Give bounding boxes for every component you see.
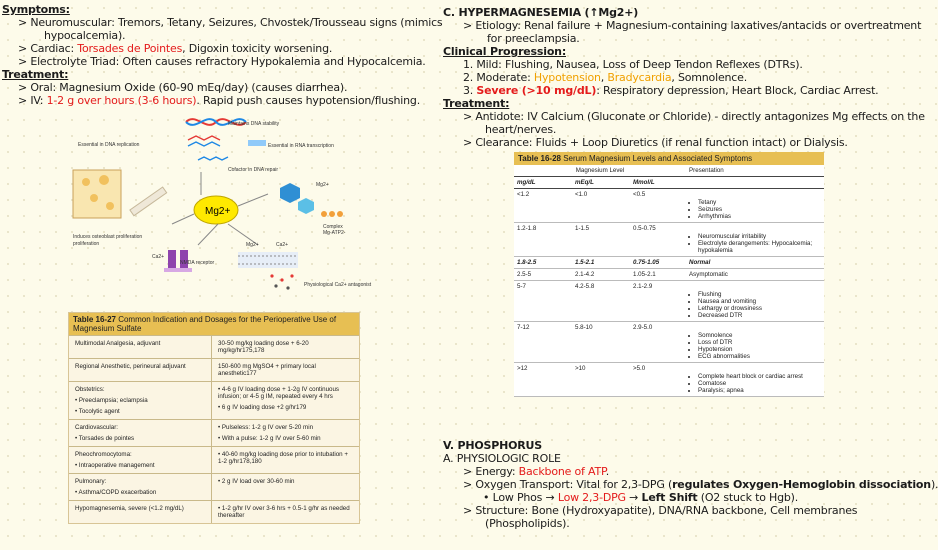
- table-row: [514, 322, 824, 363]
- table-row: [69, 473, 359, 500]
- table-title: Table 16-28 Serum Magnesium Levels and Associated Symptoms: [514, 152, 824, 165]
- diagram-label: Essential in RNA transcription: [268, 143, 334, 149]
- table-row: [514, 189, 824, 223]
- diagram-label: NMDA receptor: [180, 260, 215, 266]
- dosage-text: • 2 g IV load over 30-60 min: [218, 478, 295, 485]
- clinical-heading: Clinical Progression:: [443, 45, 567, 58]
- indication-text: • Asthma/COPD exacerbation: [75, 489, 157, 496]
- presentation-cell: Normal: [689, 259, 711, 266]
- col-header: mg/dL: [517, 179, 536, 186]
- level-cell: 5-7: [517, 283, 526, 290]
- bone-tissue-icon: [73, 170, 121, 218]
- table-row: [69, 446, 359, 473]
- dosage-text: • 4-6 g IV loading dose + 1-2g IV continuous infusion; or 4-5 g IM, repeated every 4 hrs: [218, 386, 340, 400]
- diagram-label: Cofactor in DNA repair: [228, 167, 279, 173]
- cell-membrane-icon: [238, 252, 298, 268]
- symptom-line: > Cardiac: Torsades de Pointes, Digoxin toxicity worsening.: [18, 42, 333, 55]
- etiology-line: for preeclampsia.: [487, 32, 580, 45]
- level-cell: >5.0: [633, 365, 646, 372]
- clinical-line: 2. Moderate: Hypotension, Bradycardia, Somnolence.: [463, 71, 747, 84]
- diagram-label: Maintains DNA stability: [228, 121, 280, 127]
- diagram-label: Mg-ATP2-: [323, 230, 346, 236]
- table-row: [69, 500, 359, 523]
- diagram-label: Ca2+: [152, 254, 165, 260]
- table-row: [514, 363, 824, 397]
- symptom-item: • Comatose: [698, 380, 821, 387]
- level-cell: 2.1-4.2: [575, 271, 595, 278]
- symptom-item: • Flushing: [698, 291, 821, 298]
- right-notes: [443, 6, 925, 149]
- level-cell: 4.2-5.8: [575, 283, 595, 290]
- left-notes: [2, 3, 443, 107]
- indication-text: • Torsades de pointes: [75, 435, 135, 442]
- phos-line: > Oxygen Transport: Vital for 2,3-DPG (regulates Oxygen-Hemoglobin dissociation).: [463, 478, 938, 491]
- presentation-cell: [686, 363, 824, 396]
- presentation-cell: [686, 189, 824, 222]
- presentation-cell: Asymptomatic: [689, 271, 728, 278]
- indication-text: • Preeclampsia; eclampsia: [75, 397, 148, 404]
- dosage-text: • 6 g IV loading dose +2 g/hr179: [218, 404, 307, 411]
- indication-text: Pulmonary:: [75, 478, 107, 485]
- arrow-left-icon: [172, 214, 194, 224]
- phosphorus-notes: [443, 439, 938, 530]
- bone-icon: [130, 187, 167, 216]
- symptom-item: • Complete heart block or cardiac arrest: [698, 373, 821, 380]
- treatment-line: heart/nerves.: [485, 123, 557, 136]
- symptom-line: hypocalcemia).: [44, 29, 126, 42]
- rna-strand-icon: [248, 140, 266, 146]
- symptom-item: • Hypotension: [698, 346, 821, 353]
- table-row: [514, 223, 824, 257]
- indication-text: • Intraoperative management: [75, 462, 155, 469]
- level-cell: 2.9-5.0: [633, 324, 653, 331]
- dosage-text: 150-600 mg MgSO4 + primary local anesthetic177: [218, 363, 316, 377]
- dna-replication-icon: [188, 136, 220, 146]
- atp-molecule-icon: [280, 183, 343, 217]
- dosage-text: • With a pulse: 1-2 g IV over 5-60 min: [218, 435, 321, 442]
- presentation-cell: [686, 322, 824, 362]
- treatment-line: > IV: 1-2 g over hours (3-6 hours). Rapid push causes hypotension/flushing.: [18, 94, 421, 107]
- dna-repair-icon: [198, 157, 228, 160]
- table-16-28: [514, 152, 824, 397]
- table-title: Table 16-27 Common Indication and Dosages for the Perioperative Use of Magnesium Sulfate: [69, 313, 359, 335]
- diagram-label: Complex: [323, 224, 343, 230]
- level-cell: >12: [517, 365, 528, 372]
- level-cell: 1.8-2.5: [517, 259, 537, 266]
- clinical-line: 1. Mild: Flushing, Nausea, Loss of Deep Tendon Reflexes (DTRs).: [463, 58, 803, 71]
- arrow-right-icon: [238, 194, 268, 206]
- group-header: Magnesium Level: [575, 167, 625, 174]
- symptom-line: > Neuromuscular: Tremors, Tetany, Seizures, Chvostek/Trousseau signs (mimics: [18, 16, 443, 29]
- diagram-label: Physiological Ca2+ antagonist: [304, 282, 372, 288]
- indication-text: Pheochromocytoma:: [75, 451, 132, 458]
- mg-center-label: Mg2+: [205, 206, 231, 217]
- dosage-text: • 1-2 g/hr IV over 3-6 hrs + 0.5-1 g/hr as needed thereafter: [218, 505, 350, 519]
- symptom-item: • Neuromuscular irritability: [698, 233, 821, 240]
- symptom-item: • Electrolyte derangements: Hypocalcemia; hypokalemia: [698, 240, 821, 254]
- table-row: [514, 281, 824, 322]
- symptom-item: • Seizures: [698, 206, 821, 213]
- table-row: [69, 358, 359, 381]
- treatment-heading: Treatment:: [443, 97, 510, 110]
- symptom-item: • ECG abnormalities: [698, 353, 821, 360]
- diagram-label: proliferation: [73, 241, 100, 247]
- table-row: [69, 381, 359, 419]
- table-row: [514, 257, 824, 269]
- treatment-heading: Treatment:: [2, 68, 69, 81]
- table-16-27: [68, 312, 360, 524]
- presentation-header: Presentation: [689, 167, 724, 174]
- col-header: Mmol/L: [633, 179, 655, 186]
- dosage-text: • Pulseless: 1-2 g IV over 5-20 min: [218, 424, 314, 431]
- symptom-item: • Lethargy or drowsiness: [698, 305, 821, 312]
- dosage-text: • 40-60 mg/kg loading dose prior to intubation + 1-2 g/hr178,180: [218, 451, 348, 465]
- symptom-item: • Loss of DTR: [698, 339, 821, 346]
- dosage-text: 30-50 mg/kg loading dose + 6-20 mg/kg/hr175,178: [218, 340, 309, 354]
- level-cell: 7-12: [517, 324, 530, 331]
- symptom-line: > Electrolyte Triad: Often causes refractory Hypokalemia and Hypocalcemia.: [18, 55, 426, 68]
- clinical-line: 3. Severe (>10 mg/dL): Respiratory depression, Heart Block, Cardiac Arrest.: [463, 84, 879, 97]
- level-cell: 5.8-10: [575, 324, 593, 331]
- magnesium-roles-diagram: [68, 110, 372, 302]
- indication-text: Multimodal Analgesia, adjuvant: [75, 340, 161, 347]
- diagram-label: Mg2+: [246, 242, 259, 248]
- phos-line: > Structure: Bone (Hydroxyapatite), DNA/RNA backbone, Cell membranes: [463, 504, 858, 517]
- level-cell: 1.5-2.1: [575, 259, 595, 266]
- ion-dots-icon: [270, 274, 293, 289]
- section-heading: V. PHOSPHORUS: [443, 439, 542, 452]
- level-cell: 1.2-1.8: [517, 225, 537, 232]
- phos-line: • Low Phos → Low 2,3-DPG → Left Shift (O2 stuck to Hgb).: [483, 491, 799, 504]
- treatment-line: > Clearance: Fluids + Loop Diuretics (if renal function intact) or Dialysis.: [463, 136, 848, 149]
- level-cell: 2.1-2.9: [633, 283, 653, 290]
- col-header: mEq/L: [575, 179, 594, 186]
- symptom-item: • Decreased DTR: [698, 312, 821, 319]
- table-row: [69, 335, 359, 358]
- symptom-item: • Paralysis; apnea: [698, 387, 821, 394]
- table-row: [69, 419, 359, 446]
- diagram-label: Essential in DNA replication: [78, 142, 140, 148]
- phos-line: > Energy: Backbone of ATP.: [463, 465, 610, 478]
- level-cell: 1.05-2.1: [633, 271, 656, 278]
- symptom-item: • Tetany: [698, 199, 821, 206]
- diagram-label: Ca2+: [276, 242, 289, 248]
- indication-text: Hypomagnesemia, severe (<1.2 mg/dL): [75, 505, 184, 512]
- level-cell: 2.5-5: [517, 271, 532, 278]
- indication-text: Obstetrics:: [75, 386, 105, 393]
- indication-text: Cardiovascular:: [75, 424, 118, 431]
- indication-text: Regional Anesthetic, perineural adjuvant: [75, 363, 186, 370]
- level-cell: <1.2: [517, 191, 530, 198]
- level-cell: <1.0: [575, 191, 588, 198]
- section-heading: C. HYPERMAGNESEMIA (↑Mg2+): [443, 6, 639, 19]
- etiology-line: > Etiology: Renal failure + Magnesium-containing laxatives/antacids or overtreatment: [463, 19, 922, 32]
- subsection-heading: A. PHYSIOLOGIC ROLE: [443, 452, 561, 465]
- presentation-cell: [686, 223, 824, 256]
- treatment-line: > Oral: Magnesium Oxide (60-90 mEq/day) (causes diarrhea).: [18, 81, 348, 94]
- arrow-down-icon: [198, 224, 218, 245]
- symptom-item: • Arrhythmias: [698, 213, 821, 220]
- level-cell: >10: [575, 365, 586, 372]
- diagram-label: Induces osteoblast proliferation: [73, 234, 143, 240]
- level-cell: <0.5: [633, 191, 646, 198]
- phos-line: (Phospholipids).: [485, 517, 570, 530]
- mg-ion-icon: [194, 196, 238, 224]
- level-cell: 0.5-0.75: [633, 225, 656, 232]
- treatment-line: > Antidote: IV Calcium (Gluconate or Chloride) - directly antagonizes Mg effects on the: [463, 110, 925, 123]
- indication-text: • Tocolytic agent: [75, 408, 120, 415]
- level-cell: 1-1.5: [575, 225, 590, 232]
- presentation-cell: [686, 281, 824, 321]
- symptoms-heading: Symptoms:: [2, 3, 70, 16]
- diagram-label: Mg2+: [316, 182, 329, 188]
- table-row: [514, 269, 824, 281]
- symptom-item: • Somnolence: [698, 332, 821, 339]
- symptom-item: • Nausea and vomiting: [698, 298, 821, 305]
- level-cell: 0.75-1.05: [633, 259, 660, 266]
